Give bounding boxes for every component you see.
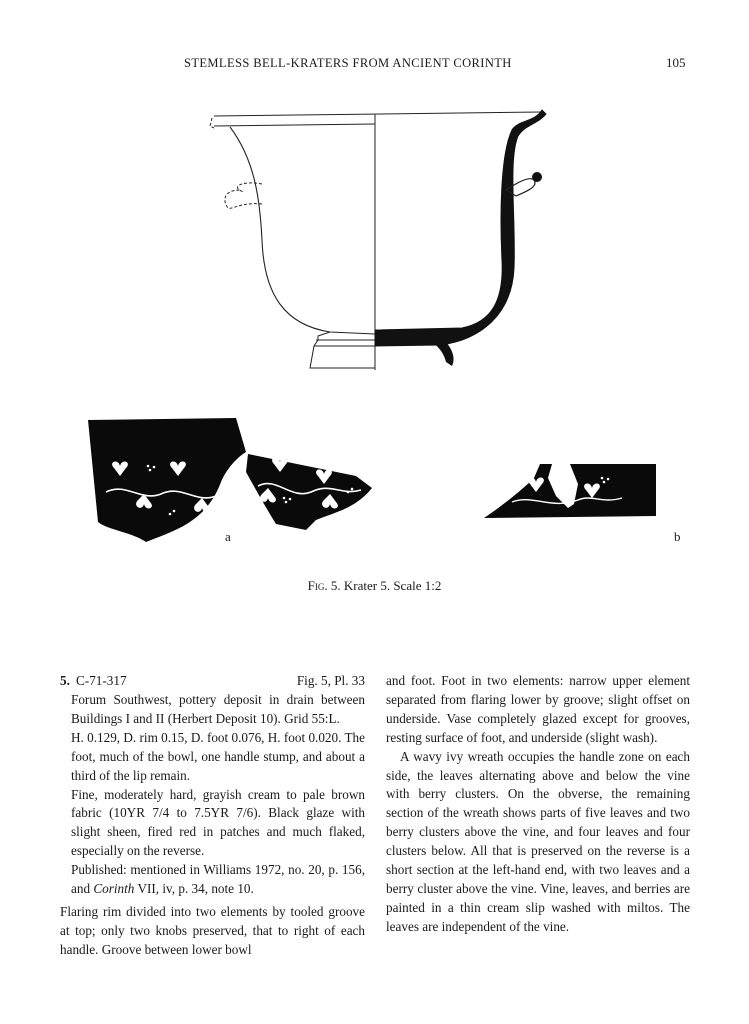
fragment-a-drawing — [86, 412, 376, 547]
fragment-b-label: b — [674, 529, 681, 544]
rim-top — [214, 112, 542, 116]
fragment-a-label: a — [225, 529, 231, 544]
catalogue-details — [71, 691, 365, 899]
left-column — [60, 672, 365, 960]
handle-knob — [532, 172, 542, 182]
page-number: 105 — [666, 55, 686, 70]
description-paragraph-1-continued: and foot. Foot in two elements: narrow upper element separated from flaring lower by groove; slight offset on underside. Vase completely glazed except for grooves, resting surface of foot, and underside (slight wash). — [386, 673, 690, 745]
left-foot — [310, 332, 375, 368]
description-paragraph-1: Flaring rim divided into two elements by tooled groove at top; only two knobs preserved, that to right of each handle. Groove between lower bowl — [60, 903, 365, 957]
right-column — [386, 672, 690, 937]
description-paragraph-2: A wavy ivy wreath occupies the handle zone on each side, the leaves alternating above and below the vine with berry clusters. On the obverse, the remaining section of the wreath shows parts of five leaves and two berry clusters above the vine, and four leaves and four clusters below. All that is preserved on the reverse is a short section at the left-hand end, with two leaves and a berry cluster above the vine. Vine, leaves, and berries are painted in a thin cream slip washed with miltos. The leaves are independent of the vine. — [386, 748, 690, 934]
caption-text: Krater 5. Scale 1:2 — [343, 578, 442, 593]
figure-caption — [0, 578, 749, 594]
rim-restored — [210, 118, 214, 128]
figure-reference: Fig. 5, Pl. 33 — [296, 673, 365, 688]
running-head: STEMLESS BELL-KRATERS FROM ANCIENT CORINTH — [184, 56, 512, 70]
publication: Published: mentioned in Williams 1972, no. 20, p. 156, and Corinth VII, iv, p. 34, note 10. — [71, 862, 365, 897]
rim-bottom — [214, 124, 375, 126]
dimensions: H. 0.129, D. rim 0.15, D. foot 0.076, H. foot 0.020. The foot, much of the bowl, one handle stump, and about a third of the lip remain. — [71, 729, 365, 783]
krater-profile-drawing — [200, 100, 560, 385]
provenance: Forum Southwest, pottery deposit in drain between Buildings I and II (Herbert Deposit 10). Grid 55:L. — [71, 692, 365, 726]
caption-prefix: Fig. 5. — [307, 578, 341, 593]
fragment-b-drawing — [482, 460, 662, 530]
catalogue-heading — [60, 672, 365, 691]
inventory-number: C-71-317 — [76, 673, 127, 688]
publication-series: Corinth — [93, 881, 135, 897]
right-section — [375, 110, 546, 346]
fabric: Fine, moderately hard, grayish cream to pale brown fabric (10YR 7/4 to 7.5YR 7/6). Black glaze with slight sheen, fired red in patches and much flaked, especially on the reverse. — [71, 786, 365, 859]
catalogue-number: 5. — [60, 673, 70, 688]
left-profile — [230, 127, 375, 334]
right-foot-section — [432, 340, 454, 366]
